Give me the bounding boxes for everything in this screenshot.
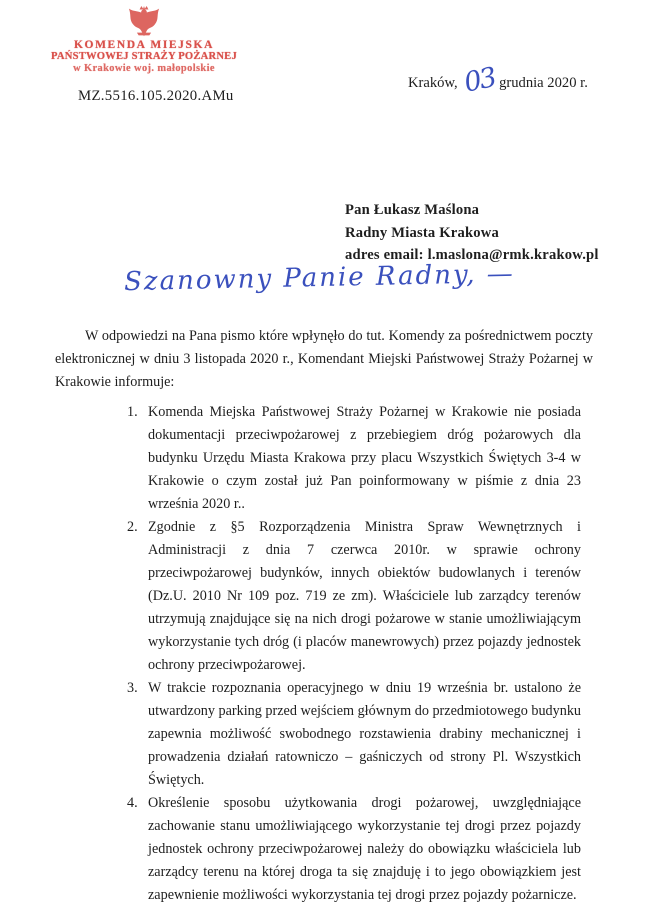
recipient-title: Radny Miasta Krakowa xyxy=(345,224,499,241)
list-item-number: 3. xyxy=(127,680,138,696)
list-item-text: W trakcie rozpoznania operacyjnego w dniu 19 września br. ustalono że utwardzony parking przed wejściem głównym do przedmiotowego budynku zapewnia możliwość swobodnego rozstawienia drabiny mechanicznej i prowadzenia działań ratowniczo – gaśniczych od strony Pl. Wszystkich Świętych. xyxy=(148,680,582,788)
list-item-number: 2. xyxy=(127,519,138,535)
list-item-text: Zgodnie z §5 Rozporządzenia Ministra Spraw Wewnętrznych i Administracji z dnia 7 czerwca 2010r. w sprawie ochrony przeciwpożarowej budynków, innych obiektów budowlanych i terenów (Dz.U. 2010 Nr 109 poz. 719 ze zm). Właściciele lub zarządcy terenów utrzymują znajdujące się na nich drogi pożarowe w stanie umożliwiającym wykorzystanie tych dróg (i placów manewrowych) przez pojazdy jednostek ochrony przeciwpożarowej. xyxy=(148,519,581,673)
list-item xyxy=(127,792,581,907)
recipient-email: adres email: l.maslona@rmk.krakow.pl xyxy=(345,247,599,264)
recipient-name: Pan Łukasz Maślona xyxy=(345,202,480,218)
list-item-number: 1. xyxy=(127,404,138,420)
list-item xyxy=(127,401,581,516)
handwritten-day: 03 xyxy=(461,62,498,99)
stamp-line-2: PAŃSTWOWEJ STRAŻY POŻARNEJ xyxy=(51,51,237,63)
stamp-line-1: KOMENDA MIEJSKA xyxy=(74,39,214,51)
intro-paragraph: W odpowiedzi na Pana pismo które wpłynęło do tut. Komendy za pośrednictwem poczty elektronicznej w dniu 3 listopada 2020 r., Komendant Miejski Państwowej Straży Pożarnej w Krakowie informuje: xyxy=(55,328,593,391)
official-stamp xyxy=(44,6,244,74)
numbered-list xyxy=(127,401,581,907)
date-line xyxy=(408,62,588,99)
eagle-emblem-icon xyxy=(126,6,162,38)
list-item-number: 4. xyxy=(127,795,138,811)
reference-number: MZ.5516.105.2020.AMu xyxy=(78,88,234,104)
stamp-line-3: w Krakowie woj. małopolskie xyxy=(73,62,215,74)
handwritten-salutation: Szanowny Panie Radny, — xyxy=(123,258,516,298)
date-city: Kraków, xyxy=(408,75,458,91)
list-item xyxy=(127,677,581,792)
date-rest: grudnia 2020 r. xyxy=(499,75,588,91)
list-item-text: Określenie sposobu użytkowania drogi pożarowej, uwzględniające zachowanie stanu umożliwiającego wykorzystanie tej drogi przez pojazdy jednostek ochrony przeciwpożarowej należy do obowiązku właściciela lub zarządcy terenu na której droga ta się znajduję i to jego obowiązkiem jest zapewnienie możliwości wykorzystania tej drogi przez pojazdy pożarnicze. xyxy=(148,795,581,903)
list-item xyxy=(127,516,581,677)
recipient-block xyxy=(345,199,599,267)
list-item-text: Komenda Miejska Państwowej Straży Pożarnej w Krakowie nie posiada dokumentacji przeciwpożarowej z przebiegiem dróg pożarowych dla budynku Urzędu Miasta Krakowa przy placu Wszystkich Świętych 3-4 w Krakowie o czym został już Pan poinformowany w piśmie z dnia 23 września 2020 r.. xyxy=(148,404,581,512)
